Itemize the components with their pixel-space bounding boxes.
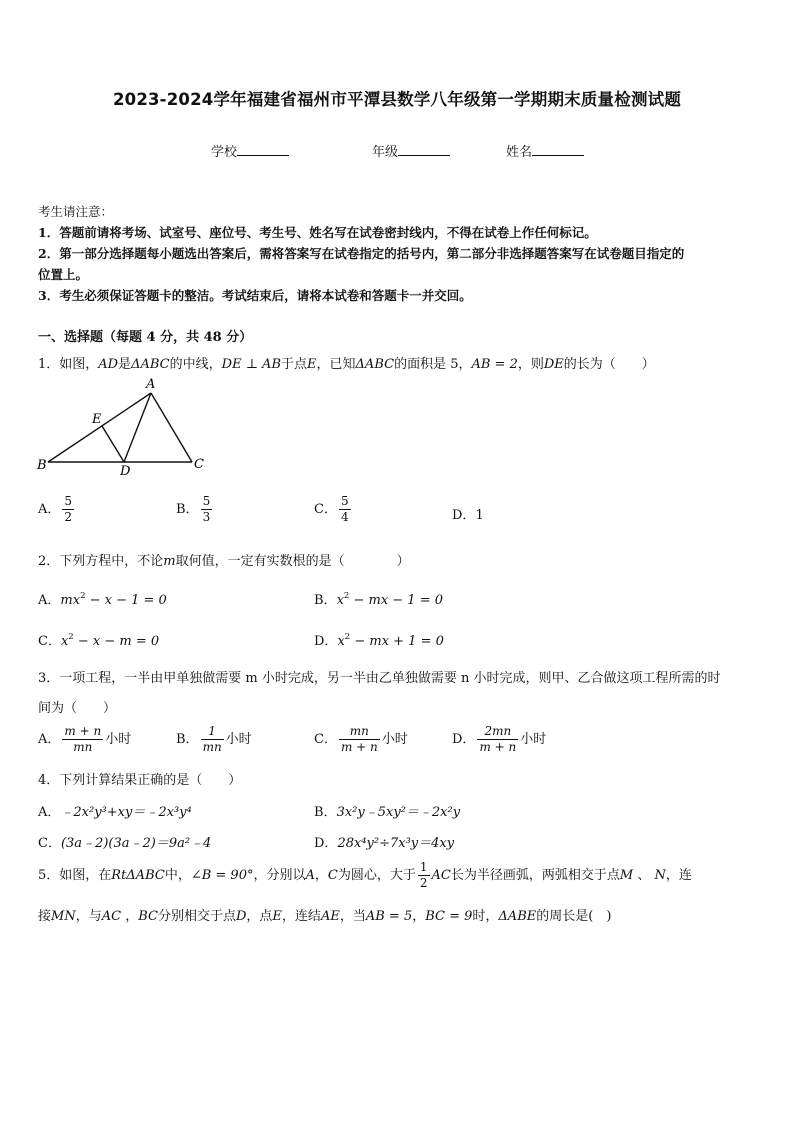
q1-math-e: E <box>307 357 317 372</box>
expr: x <box>336 593 344 608</box>
denominator: m + n <box>479 740 517 754</box>
notice-item-2: 2．第一部分选择题每小题选出答案后，需将答案写在试卷指定的括号内，第二部分非选择题答案写在试卷题目指定的 <box>38 246 685 261</box>
option-value: 1 <box>475 508 484 523</box>
option-label: A． <box>38 805 61 820</box>
q5-math: N <box>654 868 666 883</box>
fraction <box>62 494 74 525</box>
q5-text: 的周长是( ) <box>536 909 612 924</box>
q5-text: ，连结 <box>281 909 321 924</box>
unit: 小时 <box>381 732 408 747</box>
q4-option-b[interactable] <box>314 801 460 820</box>
label-d: D <box>120 464 131 479</box>
fraction <box>62 724 103 755</box>
q1-math-ad: AD <box>98 357 119 372</box>
numerator: 5 <box>64 494 73 508</box>
q1-text: 的长为（ ） <box>563 357 655 372</box>
segment-ac <box>151 393 192 462</box>
q5-math: BC <box>138 909 158 924</box>
q5-text: ，当 <box>339 909 366 924</box>
name-blank[interactable] <box>532 143 584 156</box>
fraction <box>201 724 224 755</box>
fraction <box>418 860 430 891</box>
q5-math: A <box>305 868 315 883</box>
option-label: C． <box>38 836 61 851</box>
q1-text: 于点 <box>281 357 308 372</box>
denominator: 3 <box>202 510 211 524</box>
option-label: C． <box>38 634 61 649</box>
q1-num: 1．如图， <box>38 357 99 372</box>
numerator: 1 <box>201 724 224 740</box>
q4-option-d[interactable] <box>314 832 454 851</box>
q5-text: ， <box>121 909 139 924</box>
grade-label: 年级 <box>372 145 399 160</box>
notice-heading: 考生请注意： <box>38 204 114 219</box>
option-label: C． <box>314 502 337 517</box>
numerator: 5 <box>340 494 349 508</box>
denominator: m + n <box>340 740 378 754</box>
denominator: mn <box>73 740 93 754</box>
q1-text: ，已知 <box>316 357 356 372</box>
q2-option-c[interactable] <box>38 630 159 649</box>
option-label: B． <box>314 593 337 608</box>
q1-text: 的中线， <box>169 357 222 372</box>
expr: x <box>337 634 345 649</box>
expr: 3x²y﹣5xy²＝﹣2x²y <box>336 805 461 820</box>
q4-option-a[interactable] <box>38 801 192 820</box>
q4-option-c[interactable] <box>38 832 211 851</box>
school-label: 学校 <box>211 145 238 160</box>
numerator: 2mn <box>477 724 518 740</box>
q5-text: ，与 <box>75 909 102 924</box>
q5-math: E <box>272 909 282 924</box>
q2-stem <box>38 550 410 569</box>
denominator: 4 <box>340 510 349 524</box>
q1-option-c[interactable] <box>314 494 353 525</box>
unit: 小时 <box>105 732 132 747</box>
q5-text: ，点 <box>246 909 273 924</box>
unit: 小时 <box>520 732 547 747</box>
q5-math: C <box>327 868 338 883</box>
notice-item-3: 3．考生必须保证答题卡的整洁。考试结束后，请将本试卷和答题卡一并交回。 <box>38 288 472 303</box>
q5-math: AC <box>101 909 122 924</box>
option-label: B． <box>314 805 337 820</box>
school-blank[interactable] <box>237 143 289 156</box>
option-label: D． <box>314 836 338 851</box>
fraction <box>201 494 213 525</box>
segment-ad <box>124 393 151 462</box>
q1-text: ，则 <box>517 357 544 372</box>
notice-block <box>38 201 763 306</box>
q2-option-d[interactable] <box>314 630 444 649</box>
q1-option-b[interactable] <box>176 494 214 525</box>
q1-text: 的面积是 5， <box>394 357 472 372</box>
q5-text: 长为半径画弧，两弧相交于点 <box>450 868 620 883</box>
q1-math-abc: ΔABC <box>131 357 170 372</box>
q1-math-de-perp: DE ⊥ AB <box>221 357 282 372</box>
exponent: 2 <box>80 591 86 601</box>
unit: 小时 <box>225 732 252 747</box>
expr: mx <box>60 593 81 608</box>
notice-item-2-cont: 位置上。 <box>38 267 89 282</box>
q5-text: 、 <box>633 868 655 883</box>
q5-text: ，连 <box>665 868 692 883</box>
q1-math-ab: AB = 2 <box>471 357 518 372</box>
q3-option-d[interactable] <box>452 724 546 755</box>
q5-math: MN <box>51 909 76 924</box>
q5-math: AB = 5 <box>365 909 413 924</box>
expr: ﹣2x²y³+xy＝﹣2x³y⁴ <box>60 805 192 820</box>
numerator: 1 <box>419 860 428 874</box>
option-label: A． <box>38 732 61 747</box>
q5-text: ， <box>412 909 426 924</box>
denominator: mn <box>202 740 222 754</box>
q5-stem-line2 <box>38 905 611 924</box>
label-a: A <box>146 377 156 392</box>
label-e: E <box>92 412 102 427</box>
denominator: 2 <box>419 876 428 890</box>
q5-text: 中， <box>164 868 191 883</box>
name-label: 姓名 <box>506 145 533 160</box>
q5-text: 为圆心，大于 <box>337 868 416 883</box>
numerator: 5 <box>202 494 211 508</box>
expr: − mx + 1 = 0 <box>350 634 444 649</box>
grade-blank[interactable] <box>398 143 450 156</box>
fraction <box>339 494 351 525</box>
expr: (3a﹣2)(3a﹣2)＝9a²﹣4 <box>60 836 212 851</box>
q2-math-m: m <box>163 554 176 569</box>
segment-ed <box>102 426 124 462</box>
q3-stem-line1: 3．一项工程，一半由甲单独做需要 m 小时完成，另一半由乙单独做需要 n 小时完成，则甲、乙合做这项工程所需的时 <box>38 671 721 686</box>
fraction <box>339 724 380 755</box>
option-label: A． <box>38 502 61 517</box>
option-label: A． <box>38 593 61 608</box>
q5-text: 时， <box>472 909 499 924</box>
q1-option-a[interactable] <box>38 494 76 525</box>
exponent: 2 <box>343 591 350 601</box>
q5-text: 分别相交于点 <box>157 909 236 924</box>
label-b: B <box>37 458 47 473</box>
expr: − x − 1 = 0 <box>85 593 167 608</box>
section-heading-choice: 一、选择题（每题 4 分，共 48 分） <box>38 330 253 345</box>
numerator: mn <box>339 724 380 740</box>
segment-ba <box>48 393 151 462</box>
q4-stem: 4．下列计算结果正确的是（ ） <box>38 773 242 788</box>
option-label: C． <box>314 732 337 747</box>
q5-math: ∠B = 90° <box>190 868 254 883</box>
q3-option-b[interactable] <box>176 724 252 755</box>
q3-stem-line2: 间为（ ） <box>38 701 117 716</box>
grade-field[interactable] <box>372 141 450 160</box>
school-field[interactable] <box>211 141 289 160</box>
q5-math: D <box>235 909 247 924</box>
q5-math: AC <box>431 868 451 883</box>
q5-math: M <box>619 868 634 883</box>
q5-math: RtΔABC <box>111 868 165 883</box>
q5-math: AE <box>320 909 340 924</box>
q5-text: 接 <box>38 909 52 924</box>
name-field[interactable] <box>506 141 584 160</box>
q1-triangle-figure <box>34 374 214 482</box>
expr: 28x⁴y²÷7x³y＝4xy <box>337 836 455 851</box>
q5-text: ， <box>314 868 328 883</box>
q1-option-d[interactable] <box>452 504 484 523</box>
option-label: D． <box>452 732 476 747</box>
q5-text: ，分别以 <box>253 868 306 883</box>
denominator: 2 <box>64 510 73 524</box>
label-c: C <box>194 457 204 472</box>
expr: − x − m = 0 <box>73 634 160 649</box>
q5-text: 5．如图，在 <box>38 868 112 883</box>
option-label: D． <box>452 508 476 523</box>
page-title: 2023-2024学年福建省福州市平潭县数学八年级第一学期期末质量检测试题 <box>112 90 682 109</box>
q5-math: ΔABE <box>498 909 537 924</box>
q2-option-b[interactable] <box>314 589 443 608</box>
q2-option-a[interactable] <box>38 589 167 608</box>
fraction <box>477 724 518 755</box>
q1-stem <box>38 353 655 372</box>
expr: x <box>60 634 69 649</box>
numerator: m + n <box>64 724 102 738</box>
exponent: 2 <box>68 632 74 642</box>
q2-text: 取何值，一定有实数根的是（ ） <box>175 554 410 569</box>
option-label: B． <box>176 732 199 747</box>
expr: − mx − 1 = 0 <box>349 593 444 608</box>
q5-stem-line1 <box>38 860 692 891</box>
q3-option-c[interactable] <box>314 724 408 755</box>
q1-text: 是 <box>118 357 132 372</box>
option-label: B． <box>176 502 199 517</box>
option-label: D． <box>314 634 338 649</box>
exponent: 2 <box>344 632 351 642</box>
q5-math: BC = 9 <box>425 909 473 924</box>
q1-math-de: DE <box>543 357 564 372</box>
notice-item-1: 1．答题前请将考场、试室号、座位号、考生号、姓名写在试卷密封线内，不得在试卷上作任何标记。 <box>38 225 597 240</box>
q2-text: 2．下列方程中，不论 <box>38 554 164 569</box>
q3-option-a[interactable] <box>38 724 131 755</box>
q1-math-abc: ΔABC <box>355 357 395 372</box>
